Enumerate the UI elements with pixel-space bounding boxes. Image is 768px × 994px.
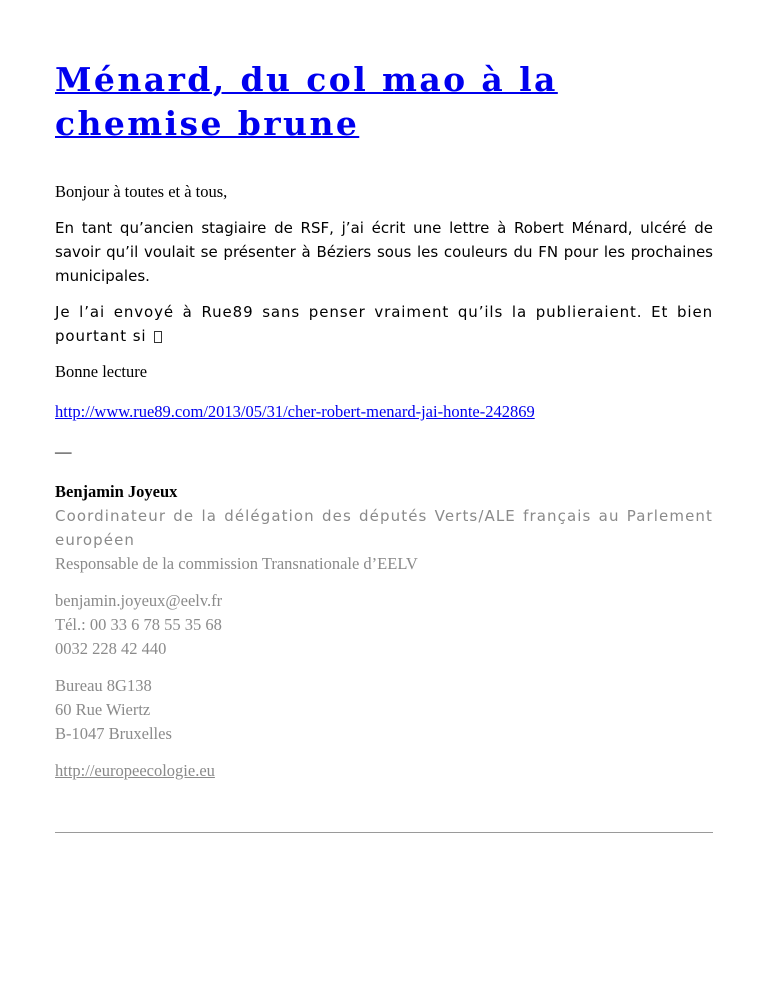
paragraph-intro: En tant qu’ancien stagiaire de RSF, j’ai écrit une lettre à Robert Ménard, ulcéré de savoir qu’il voulait se présenter à Béziers sous les couleurs du FN pour les prochaines municipales. <box>55 219 713 285</box>
article-title <box>55 58 713 146</box>
signature-phone-be: 0032 228 42 440 <box>55 639 167 658</box>
rue89-article-link[interactable]: http://www.rue89.com/2013/05/31/cher-robert-menard-jai-honte-242869 <box>55 402 535 421</box>
greeting: Bonjour à toutes et à tous, <box>55 182 228 201</box>
signature-name: Benjamin Joyeux <box>55 482 178 501</box>
reading-line: Bonne lecture <box>55 362 148 381</box>
contact-block <box>55 589 713 661</box>
website-line <box>55 759 713 783</box>
article <box>55 58 713 783</box>
paragraph-rue89 <box>55 300 713 348</box>
signature-phone-fr: Tél.: 00 33 6 78 55 35 68 <box>55 615 222 634</box>
paragraph-rue89-text: Je l’ai envoyé à Rue89 sans penser vraiment qu’ils la publieraient. Et bien pourtant si <box>55 303 713 345</box>
address-street: 60 Rue Wiertz <box>55 700 151 719</box>
bottom-divider <box>55 832 713 833</box>
missing-glyph-icon <box>154 331 162 343</box>
address-block <box>55 674 713 746</box>
address-city: B-1047 Bruxelles <box>55 724 172 743</box>
signature-block <box>55 480 713 783</box>
signature-commission: Responsable de la commission Transnationale d’EELV <box>55 554 418 573</box>
website-link[interactable]: http://europeecologie.eu <box>55 761 215 780</box>
article-title-link[interactable]: Ménard, du col mao à la chemise brune <box>55 60 558 143</box>
separator-dash: — <box>55 442 72 461</box>
signature-role: Coordinateur de la délégation des députés Verts/ALE français au Parlement européen <box>55 507 713 549</box>
article-link-line <box>55 400 713 424</box>
address-office: Bureau 8G138 <box>55 676 152 695</box>
signature-email: benjamin.joyeux@eelv.fr <box>55 591 223 610</box>
